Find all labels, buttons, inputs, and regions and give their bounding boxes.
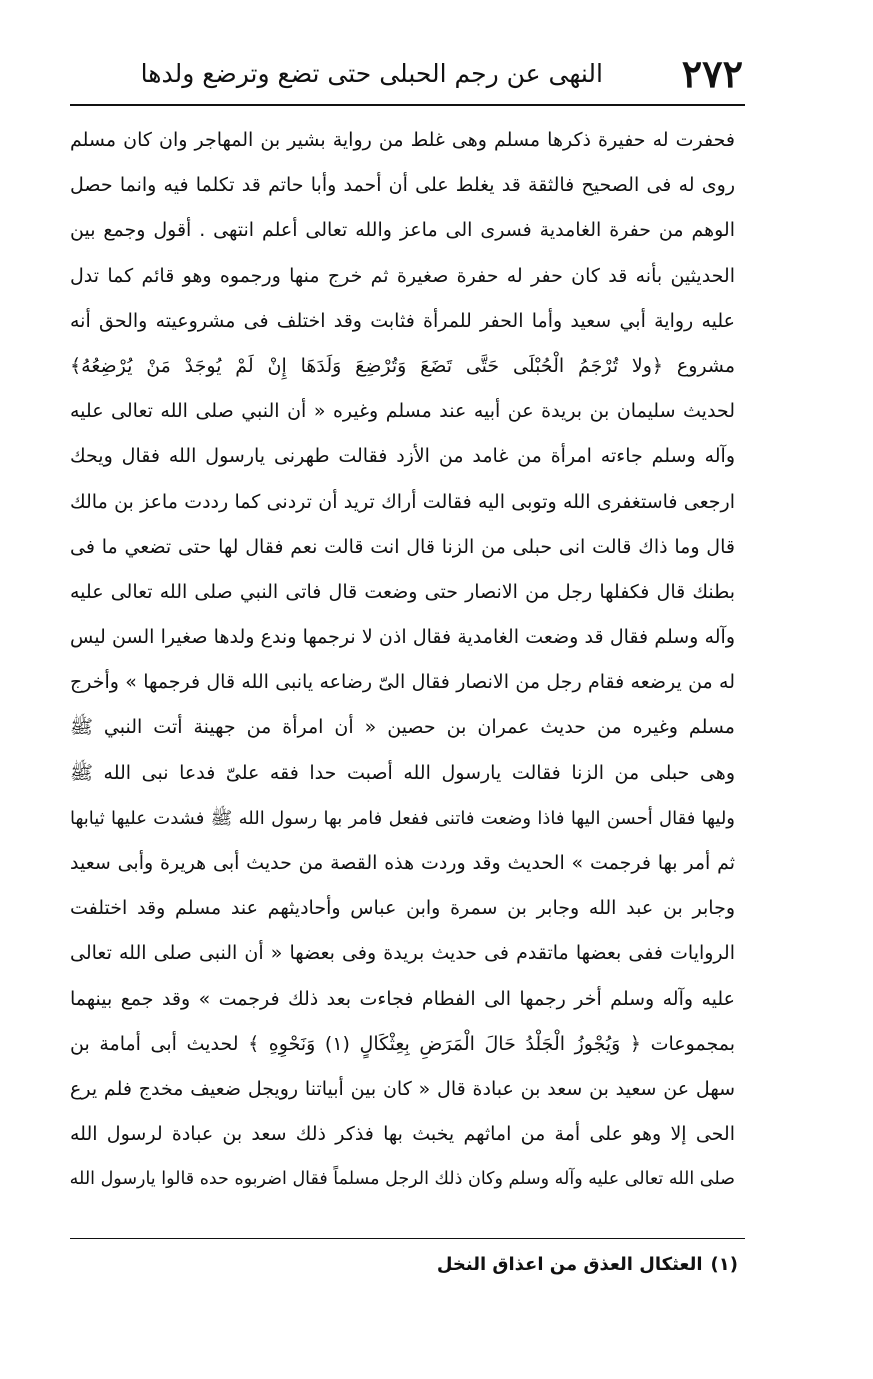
text-line: بطنك قال فكفلها رجل من الانصار حتى وضعت قال فاتى النبي صلى الله تعالى عليه (70, 580, 735, 603)
body-text (70, 118, 735, 1203)
text-line: وآله وسلم فقال قد وضعت الغامدية فقال اذن لا نرجمها وندع ولدها صغيرا السن ليس (70, 626, 735, 649)
text-line: روى له فى الصحيح فالثقة قد يغلط على أن أحمد وأبا حاتم قد تكلما فيه وانما حصل (70, 174, 735, 197)
text-line: مسلم وغيره من حديث عمران بن حصين « أن امرأة من جهينة أتت النبي ﷺ (70, 716, 735, 739)
footnote-rule (70, 1238, 745, 1239)
page-header (70, 50, 743, 100)
text-line: وهى حبلى من الزنا فقالت يارسول الله أصبت حدا فقه علىّ فدعا نبى الله ﷺ (70, 761, 735, 784)
running-title: النهى عن رجم الحبلى حتى تضع وترضع ولدها (140, 59, 603, 88)
text-line: مشروع ﴿ولا تُرْجَمُ الْحُبْلَى حَتَّى تَضَعَ وَتُرْضِعَ وَلَدَهَا إِنْ لَمْ يُوجَدْ مَنْ يُرْضِعُهُ﴾ (70, 354, 735, 377)
text-line: الحى إلا وهو على أمة من اماثهم يخبث بها فذكر ذلك سعد بن عبادة لرسول الله (70, 1123, 735, 1146)
text-line: الروايات ففى بعضها ماتقدم فى حديث بريدة وفى بعضها « أن النبى صلى الله تعالى (70, 942, 735, 965)
text-line: له من يرضعه فقام رجل من الانصار فقال الىّ رضاعه يانبى الله قال فرجمها » وأخرج (70, 671, 735, 694)
text-line: عليه رواية أبي سعيد وأما الحفر للمرأة فثابت وقد اختلف فى مشروعيته والحق أنه (70, 309, 735, 332)
header-rule (70, 104, 745, 106)
text-line: وليها فقال أحسن اليها فاذا وضعت فاتنى ففعل فامر بها رسول الله ﷺ فشدت عليها ثيابها (70, 807, 735, 829)
text-line: قال وما ذاك قالت انى حبلى من الزنا قال انت قالت نعم فقال لها حتى تضعي ما فى (70, 535, 735, 558)
footnote (138, 1250, 738, 1280)
text-line: بمجموعات ﴿ وَيُجْوزُ الْجَلْدُ حَالَ الْمَرَضِ بِعِثْكَالٍ (١) وَنَحْوِهِ ﴾ لحديث أبى أمامة بن (70, 1032, 735, 1055)
text-line: لحديث سليمان بن بريدة عن أبيه عند مسلم وغيره « أن النبي صلى الله تعالى عليه (70, 400, 735, 423)
text-line: ارجعى فاستغفرى الله وتوبى اليه فقالت أراك تريد أن تردنى كما رددت ماعز بن مالك (70, 490, 735, 513)
footnote-marker: (١) (710, 1254, 738, 1275)
text-line: عليه وآله وسلم أخر رجمها الى الفطام فجاءت بعد ذلك فرجمت » وقد جمع بينهما (70, 987, 735, 1010)
text-line: وآله وسلم جاءته امرأة من غامد من الأزد فقالت طهرنى يارسول الله فقال ويحك (70, 445, 735, 468)
text-line: فحفرت له حفيرة ذكرها مسلم وهى غلط من رواية بشير بن المهاجر وان كان مسلم (70, 129, 735, 151)
text-line: ثم أمر بها فرجمت » الحديث وقد وردت هذه القصة من حديث أبى هريرة وأبى سعيد (70, 852, 735, 874)
text-line: سهل عن سعيد بن سعد بن عبادة قال « كان بين أبياتنا رويجل ضعيف مخدج فلم يرع (70, 1077, 735, 1100)
text-line: الوهم من حفرة الغامدية فسرى الى ماعز والله تعالى أعلم انتهى . أقول وجمع بين (70, 219, 735, 242)
text-line: وجابر بن عبد الله وجابر بن سمرة وابن عباس وأحاديثهم عند مسلم وقد اختلفت (70, 897, 735, 920)
text-line: الحديثين بأنه قد كان حفر له حفرة صغيرة ثم خرج منها ورجموه وهو قائم كما تدل (70, 264, 735, 287)
footnote-text: العثكال العذق من اعذاق النخل (436, 1254, 703, 1275)
text-line: صلى الله تعالى عليه وآله وسلم وكان ذلك الرجل مسلماً فقال اضربوه حده قالوا يارسول الله (70, 1169, 735, 1190)
page-number: ٢٧٢ (681, 51, 743, 96)
